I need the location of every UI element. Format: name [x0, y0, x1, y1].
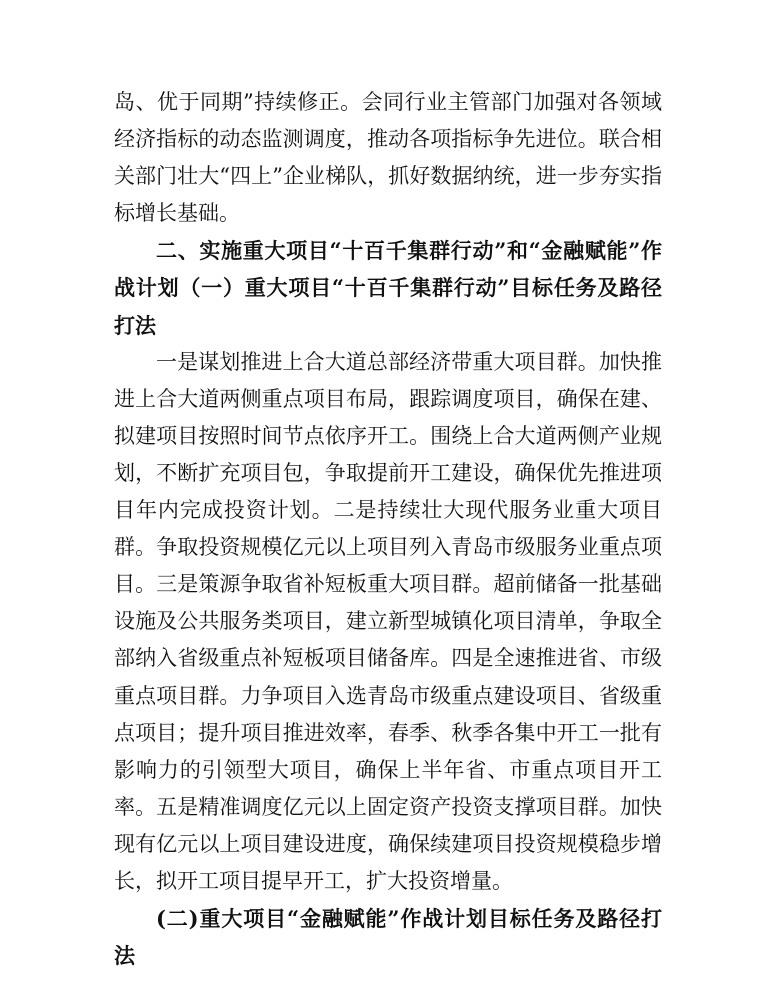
document-body: [114, 84, 662, 974]
section-heading-two: 二、实施重大项目“十百千集群行动”和“金融赋能”作战计划（一）重大项目“十百千集群行动”目标任务及路径打法: [114, 238, 662, 338]
subsection-heading-finance: (二)重大项目“金融赋能”作战计划目标任务及路径打法: [114, 906, 662, 969]
paragraph-project-groups: 一是谋划推进上合大道总部经济带重大项目群。加快推进上合大道两侧重点项目布局，跟踪调度项目，确保在建、拟建项目按照时间节点依序开工。围绕上合大道两侧产业规划，不断扩充项目包，争取提前开工建设，确保优先推进项目年内完成投资计划。二是持续壮大现代服务业重大项目群。争取投资规模亿元以上项目列入青岛市级服务业重点项目。三是策源争取省补短板重大项目群。超前储备一批基础设施及公共服务类项目，建立新型城镇化项目清单，争取全部纳入省级重点补短板项目储备库。四是全速推进省、市级重点项目群。力争项目入选青岛市级重点建设项目、省级重点项目；提升项目推进效率，春季、秋季各集中开工一批有影响力的引领型大项目，确保上半年省、市重点项目开工率。五是精准调度亿元以上固定资产投资支撑项目群。加快现有亿元以上项目建设进度，确保续建项目投资规模稳步增长，拟开工项目提早开工，扩大投资增量。: [114, 349, 662, 893]
paragraph-continuation: 岛、优于同期”持续修正。会同行业主管部门加强对各领域经济指标的动态监测调度，推动各项指标争先进位。联合相关部门壮大“四上”企业梯队，抓好数据纳统，进一步夯实指标增长基础。: [114, 90, 662, 226]
